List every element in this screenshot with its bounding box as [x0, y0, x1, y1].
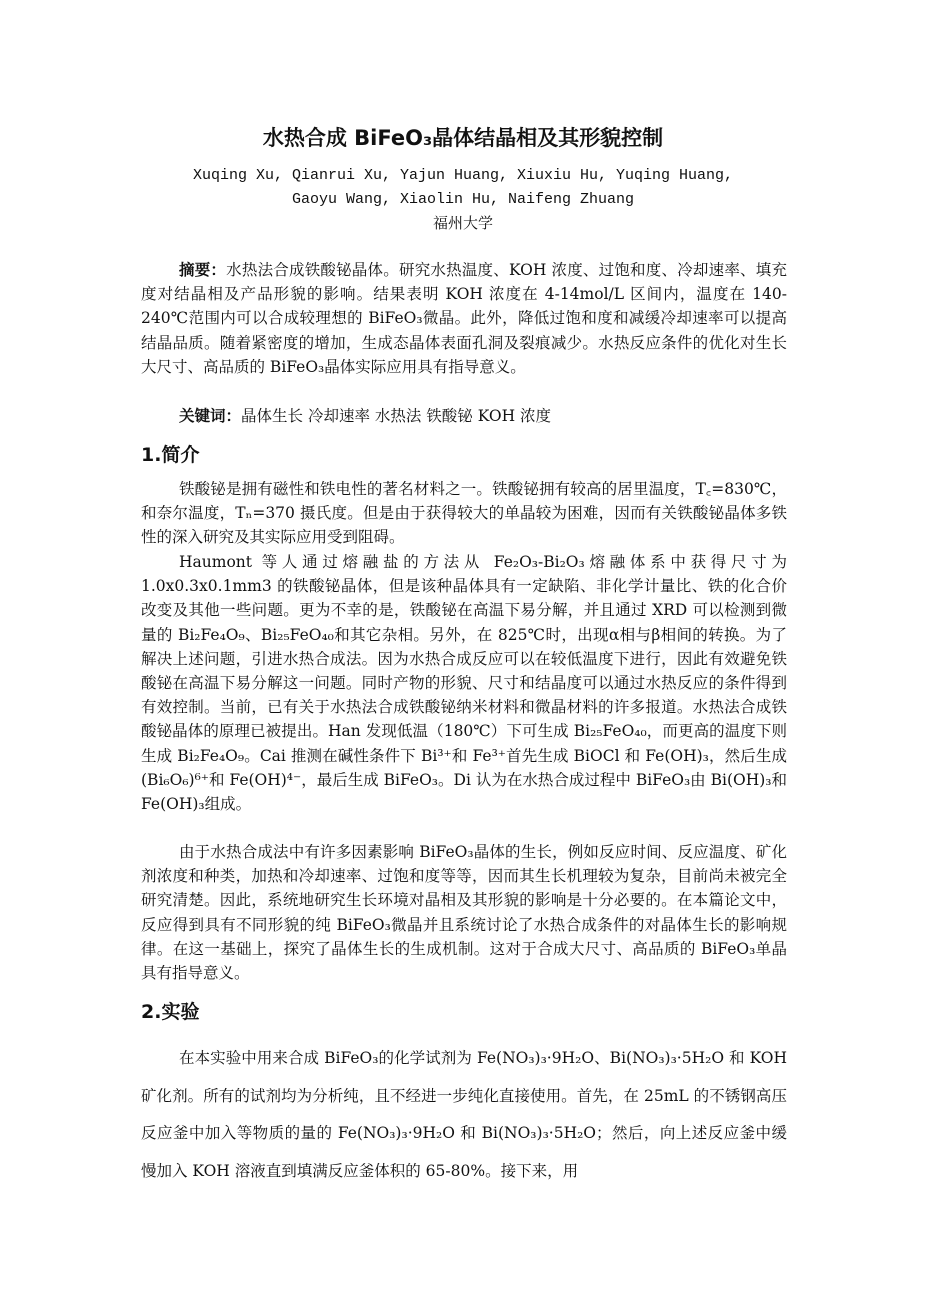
- experiment-paragraph: 在本实验中用来合成 BiFeO₃的化学试剂为 Fe(NO₃)₃·9H₂O、Bi(NO₃)₃·5H₂O 和 KOH 矿化剂。所有的试剂均为分析纯，且不经进一步纯化直接使用。首先，在 25mL 的不锈钢高压反应釜中加入等物质的量的 Fe(NO₃)₃·9H₂O 和 Bi(NO₃)₃·5H₂O；然后，向上述反应釜中缓慢加入 KOH 溶液直到填满反应釜体积的 65-80%。接下来，用: [141, 1049, 787, 1180]
- authors-line-1: Xuqing Xu, Qianrui Xu, Yajun Huang, Xiuxiu Hu, Yuqing Huang,: [192, 167, 734, 184]
- author-list: [140, 164, 786, 212]
- authors-line-2: Gaoyu Wang, Xiaolin Hu, Naifeng Zhuang: [291, 191, 635, 208]
- abstract-label: 摘要：: [179, 261, 227, 279]
- intro-paragraph-2: Haumont 等人通过熔融盐的方法从 Fe₂O₃-Bi₂O₃熔融体系中获得尺寸为 1.0x0.3x0.1mm3 的铁酸铋晶体，但是该种晶体具有一定缺陷、非化学计量比、铁的化合价改变及其他一些问题。更为不幸的是，铁酸铋在高温下易分解，并且通过 XRD 可以检测到微量的 Bi₂Fe₄O₉、Bi₂₅FeO₄₀和其它杂相。另外，在 825℃时，出现α相与β相间的转换。为了解决上述问题，引进水热合成法。因为水热合成反应可以在较低温度下进行，因此有效避免铁酸铋在高温下易分解这一问题。同时产物的形貌、尺寸和结晶度可以通过水热反应的条件得到有效控制。当前，已有关于水热法合成铁酸铋纳米材料和微晶材料的许多报道。水热法合成铁酸铋晶体的原理已被提出。Han 发现低温（180℃）下可生成 Bi₂₅FeO₄₀，而更高的温度下则生成 Bi₂Fe₄O₉。Cai 推测在碱性条件下 Bi³⁺和 Fe³⁺首先生成 BiOCl 和 Fe(OH)₃，然后生成(Bi₆O₆)⁶⁺和 Fe(OH)⁴⁻，最后生成 BiFeO₃。Di 认为在水热合成过程中 BiFeO₃由 Bi(OH)₃和 Fe(OH)₃组成。: [141, 553, 787, 814]
- paper-title: 水热合成 BiFeO₃晶体结晶相及其形貌控制: [262, 126, 664, 150]
- keywords-text: 晶体生长 冷却速率 水热法 铁酸铋 KOH 浓度: [241, 407, 552, 425]
- intro-paragraph-3: 由于水热合成法中有许多因素影响 BiFeO₃晶体的生长，例如反应时间、反应温度、矿化剂浓度和种类，加热和冷却速率、过饱和度等等，因而其生长机理较为复杂，目前尚未被完全研究清楚。因此，系统地研究生长环境对晶相及其形貌的影响是十分必要的。在本篇论文中，反应得到具有不同形貌的纯 BiFeO₃微晶并且系统讨论了水热合成条件的对晶体生长的影响规律。在这一基础上，探究了晶体生长的生成机制。这对于合成大尺寸、高品质的 BiFeO₃单晶具有指导意义。: [141, 843, 787, 983]
- abstract: [141, 258, 787, 379]
- abstract-text: 水热法合成铁酸铋晶体。研究水热温度、KOH 浓度、过饱和度、冷却速率、填充度对结晶相及产品形貌的影响。结果表明 KOH 浓度在 4-14mol/L 区间内，温度在 140-240℃范围内可以合成较理想的 BiFeO₃微晶。此外，降低过饱和度和减缓冷却速率可以提高结晶品质。随着紧密度的增加，生成态晶体表面孔洞及裂痕减少。水热反应条件的优化对生长大尺寸、高品质的 BiFeO₃晶体实际应用具有指导意义。: [141, 261, 787, 376]
- intro-paragraph-1: 铁酸铋是拥有磁性和铁电性的著名材料之一。铁酸铋拥有较高的居里温度，T꜀=830℃，和奈尔温度，Tₙ=370 摄氏度。但是由于获得较大的单晶较为困难，因而有关铁酸铋晶体多铁性的深入研究及其实际应用受到阻碍。: [141, 480, 787, 547]
- section-heading-introduction: 1.简介: [141, 444, 200, 466]
- keywords-label: 关键词：: [179, 407, 242, 425]
- section-heading-experiment: 2.实验: [141, 1001, 200, 1023]
- keywords: [141, 404, 787, 428]
- affiliation: 福州大学: [432, 214, 493, 232]
